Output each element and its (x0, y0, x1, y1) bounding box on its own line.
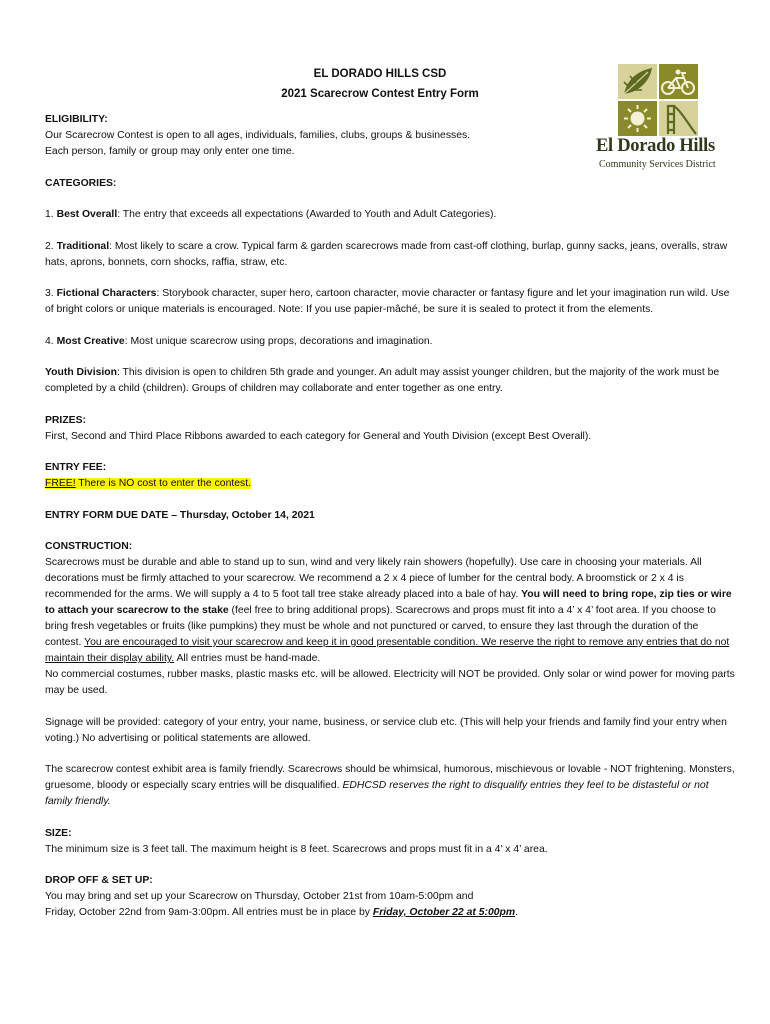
category-name: Most Creative (56, 335, 125, 347)
construction-text-b: (feel free to bring additional props). Scarecrows and props must fit into a 4’ x 4’ foot area. If you choose to bring fresh vegetables or fruits (like pumpkins) they must be whole and not punctured or carved, to ensure they last through the duration of the contest. (45, 605, 716, 648)
categories-heading: CATEGORIES: (45, 177, 117, 189)
dropoff-heading: DROP OFF & SET UP: (45, 875, 153, 886)
category-description: : Most unique scarecrow using props, decorations and imagination. (124, 335, 433, 347)
construction-heading: CONSTRUCTION: (45, 541, 133, 552)
eligibility-section (45, 112, 735, 160)
category-number: 1. (45, 209, 57, 220)
eligibility-line-1: Our Scarecrow Contest is open to all ages, individuals, families, clubs, groups & businesses. (45, 130, 471, 141)
disqualify-note: EDHCSD reserves the right to disqualify entries they feel to be distasteful or not family friendly. (45, 780, 709, 807)
construction-restrictions: No commercial costumes, rubber masks, plastic masks etc. will be allowed. Electricity will NOT be provided. Only solar or wind power for moving parts may be used. (45, 669, 735, 696)
signage-text: Signage will be provided: category of your entry, your name, business, or service club etc. (This will help your friends and family find your entry when voting.) No advertising or political statements are allowed. (45, 716, 727, 744)
construction-text-c: All entries must be hand-made. (174, 653, 321, 664)
dropoff-deadline: Friday, October 22 at 5:00pm (372, 907, 516, 918)
category-item-3 (45, 286, 735, 318)
category-item-1 (45, 207, 735, 223)
size-text: The minimum size is 3 feet tall. The maximum height is 8 feet. Scarecrows and props must fit in a 4’ x 4’ area. (45, 843, 548, 855)
construction-section (45, 539, 735, 667)
eligibility-heading: ELIGIBILITY: (45, 114, 108, 125)
organization-title: EL DORADO HILLS CSD (313, 68, 447, 80)
prizes-text: First, Second and Third Place Ribbons awarded to each category for General and Youth Division (except Best Overall). (45, 430, 592, 442)
due-date-heading: ENTRY FORM DUE DATE – Thursday, October 14, 2021 (45, 509, 315, 521)
logo-subtitle: Community Services District (599, 159, 716, 170)
youth-division-name: Youth Division (45, 367, 117, 378)
category-number: 2. (45, 240, 57, 252)
family-friendly-text: The scarecrow contest exhibit area is family friendly. Scarecrows should be whimsical, humorous, mischievous or lovable - NOT frightening. Monsters, gruesome, bloody or especially scary entries will be disqualified. (45, 764, 735, 791)
category-description: : Storybook character, super hero, cartoon character, movie character or fantasy figure and let your imagination run wild. Use of bright colors or unique materials is encouraged. Note: If you use papier-mâché, be sure it is sealed to protect it from the elements. (45, 288, 730, 315)
construction-underlined-text: You are encouraged to visit your scarecrow and keep it in good presentable condition. We reserve the right to remove any entries that do not maintain their display ability. (45, 637, 730, 664)
category-name: Traditional (56, 240, 110, 252)
dropoff-line-2-end: . (515, 907, 518, 918)
construction-text-a: Scarecrows must be durable and able to stand up to sun, wind and very likely rain showers (hopefully). Use care in choosing your materials. All decorations must be firmly attached to your scarecrow. We recommend a 2 x 4 piece of lumber for the central body. A broomstick or 2 x 4 is recommended for the arms. We will supply a 4 to 5 foot tall tree stake already placed into a bale of hay. (45, 557, 702, 600)
family-friendly-section (45, 762, 735, 810)
entry-fee-text: There is NO cost to enter the contest. (75, 478, 251, 489)
youth-division (45, 365, 735, 397)
category-number: 4. (45, 335, 57, 347)
category-description: : The entry that exceeds all expectations (Awarded to Youth and Adult Categories). (117, 209, 497, 220)
category-name: Fictional Characters (56, 288, 157, 299)
entry-fee-section (45, 460, 735, 492)
youth-division-text: : This division is open to children 5th grade and younger. An adult may assist younger children, but the majority of the work must be completed by a child (children). Groups of children may collaborate and enter together as one entry. (45, 367, 720, 394)
size-section (45, 826, 735, 858)
category-item-4 (45, 334, 735, 350)
size-heading: SIZE: (45, 827, 72, 839)
dropoff-line-1: You may bring and set up your Scarecrow on Thursday, October 21st from 10am-5:00pm and (45, 891, 474, 902)
category-description: : Most likely to scare a crow. Typical farm & garden scarecrows made from cast-off clothing, burlap, gunny sacks, jeans, overalls, straw hats, aprons, bonnets, corn shocks, raffia, straw, etc. (45, 240, 728, 268)
free-label: FREE! (45, 478, 76, 489)
category-item-2 (45, 239, 735, 271)
dropoff-line-2: Friday, October 22nd from 9am-3:00pm. All entries must be in place by (45, 907, 373, 918)
category-name: Best Overall (56, 209, 118, 220)
form-title-block (230, 64, 530, 104)
form-body (45, 112, 735, 937)
form-title: 2021 Scarecrow Contest Entry Form (281, 88, 479, 100)
prizes-heading: PRIZES: (45, 414, 86, 426)
construction-bold-text: You will need to bring rope, zip ties or wire to attach your scarecrow to the stake (45, 589, 732, 616)
prizes-section (45, 413, 735, 445)
logo-name: El Dorado Hills (596, 136, 715, 156)
entry-fee-heading: ENTRY FEE: (45, 462, 107, 473)
category-number: 3. (45, 288, 57, 299)
eligibility-line-2: Each person, family or group may only enter one time. (45, 146, 295, 157)
dropoff-section (45, 873, 735, 921)
